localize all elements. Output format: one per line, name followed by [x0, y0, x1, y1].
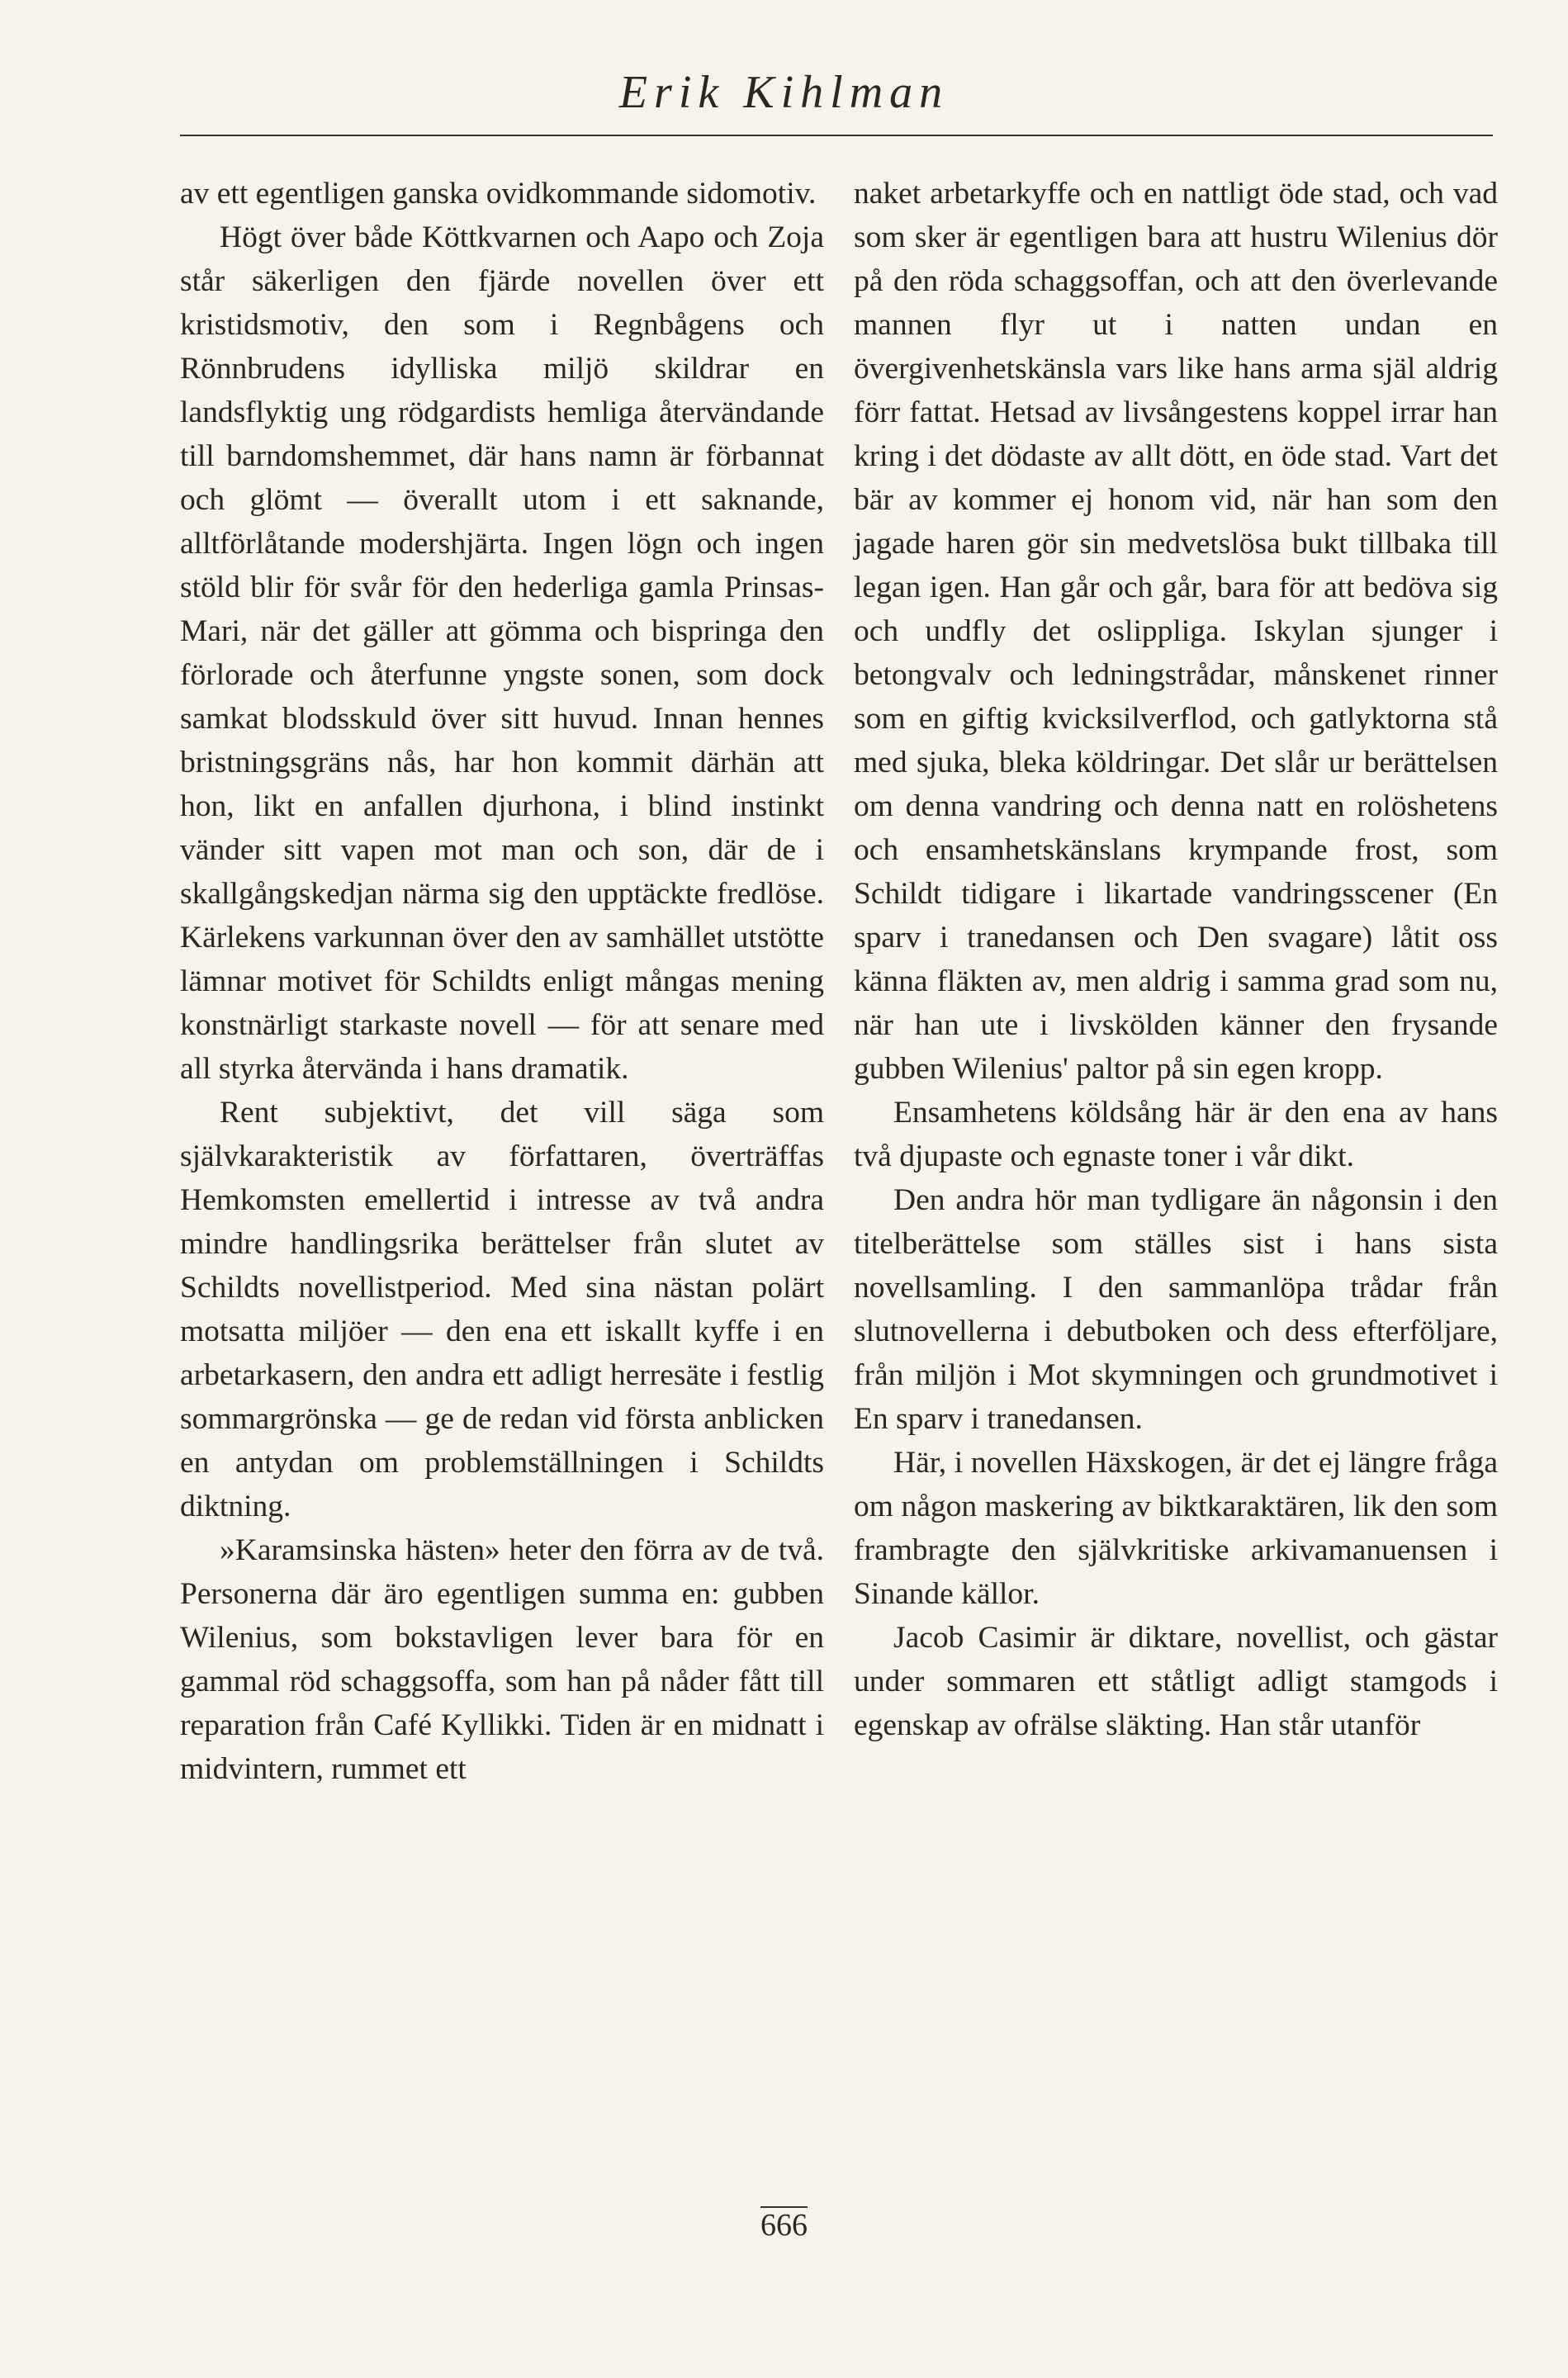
- paragraph: Ensamhetens köldsång här är den ena av hans två djupaste och egnaste toner i vår dikt.: [854, 1096, 1498, 1173]
- header-rule: [180, 135, 1493, 136]
- running-title: Erik Kihlman: [618, 67, 950, 118]
- paragraph: Här, i novellen Häxskogen, är det ej längre fråga om någon maskering av biktkaraktären, lik den som frambragte den självkritiske arkivamanuensen i Sinande källor.: [854, 1446, 1498, 1611]
- page-number-text: 666: [760, 2208, 808, 2243]
- paragraph: Rent subjektivt, det vill säga som självkarakteristik av författaren, överträffas Hemkomsten emellertid i intresse av två andra mindre handlingsrika berättelser från slutet av Schildts novellistperiod. Med sina nästan polärt motsatta miljöer — den ena ett iskallt kyffe i en arbetarkasern, den andra ett adligt herresäte i festlig sommargrönska — ge de redan vid första anblicken en antydan om problemställningen i Schildts diktning.: [180, 1096, 824, 1523]
- paragraph: Högt över både Köttkvarnen och Aapo och Zoja står säkerligen den fjärde novellen över ett kristidsmotiv, den som i Regnbågens och Rönnbrudens idylliska miljö skildrar en landsflyktig ung rödgardists hemliga återvändande till barndomshemmet, där hans namn är förbannat och glömt — överallt utom i ett saknande, alltförlåtande modershjärta. Ingen lögn och ingen stöld blir för svår för den hederliga gamla Prinsas-Mari, när det gäller att gömma och bispringa den förlorade och återfunne yngste sonen, som dock samkat blodsskuld över sitt huvud. Innan hennes bristningsgräns nås, har hon kommit därhän att hon, likt en anfallen djurhona, i blind instinkt vänder sitt vapen mot man och son, där de i skallgångskedjan närma sig den upptäckte fredlöse. Kärlekens varkunnan över den av samhället utstötte lämnar motivet för Schildts enligt mångas mening konstnärligt starkaste novell — för att senare med all styrka återvända i hans dramatik.: [180, 220, 824, 1086]
- left-column: [180, 172, 824, 1791]
- paragraph: naket arbetarkyffe och en nattligt öde stad, och vad som sker är egentligen bara att hustru Wilenius dör på den röda schaggsoffan, och att den överlevande mannen flyr ut i natten undan en övergivenhetskänsla vars like hans arma själ aldrig förr fattat. Hetsad av livsångestens koppel irrar han kring i det dödaste av allt dött, en öde stad. Vart det bär av kommer ej honom vid, när han som den jagade haren gör sin medvetslösa bukt tillbaka till legan igen. Han går och går, bara för att bedöva sig och undfly det oslippliga. Iskylan sjunger i betongvalv och ledningstrådar, månskenet rinner som en giftig kvicksilverflod, och gatlyktorna stå med sjuka, bleka köldringar. Det slår ur berättelsen om denna vandring och denna natt en rolöshetens och ensamhetskänslans krympande frost, som Schildt tidigare i likartade vandringsscener (En sparv i tranedansen och Den svagare) låtit oss känna fläkten av, men aldrig i samma grad som nu, när han ute i livskölden känner den frysande gubben Wilenius' paltor på sin egen kropp.: [854, 177, 1498, 1086]
- paragraph: »Karamsinska hästen» heter den förra av de två. Personerna där äro egentligen summa en: gubben Wilenius, som bokstavligen lever bara för en gammal röd schaggsoffa, som han på nåder fått till reparation från Café Kyllikki. Tiden är en midnatt i midvintern, rummet ett: [180, 1533, 824, 1786]
- paragraph: Den andra hör man tydligare än någonsin i den titelberättelse som ställes sist i hans sista novellsamling. I den sammanlöpa trådar från slutnovellerna i debutboken och dess efterföljare, från miljön i Mot skymningen och grundmotivet i En sparv i tranedansen.: [854, 1183, 1498, 1436]
- page-number: [0, 2206, 1568, 2243]
- paragraph: av ett egentligen ganska ovidkommande sidomotiv.: [180, 177, 817, 211]
- right-column: [854, 172, 1498, 1747]
- paragraph: Jacob Casimir är diktare, novellist, och gästar under sommaren ett ståtligt adligt stamgods i egenskap av ofrälse släkting. Han står utanför: [854, 1621, 1498, 1742]
